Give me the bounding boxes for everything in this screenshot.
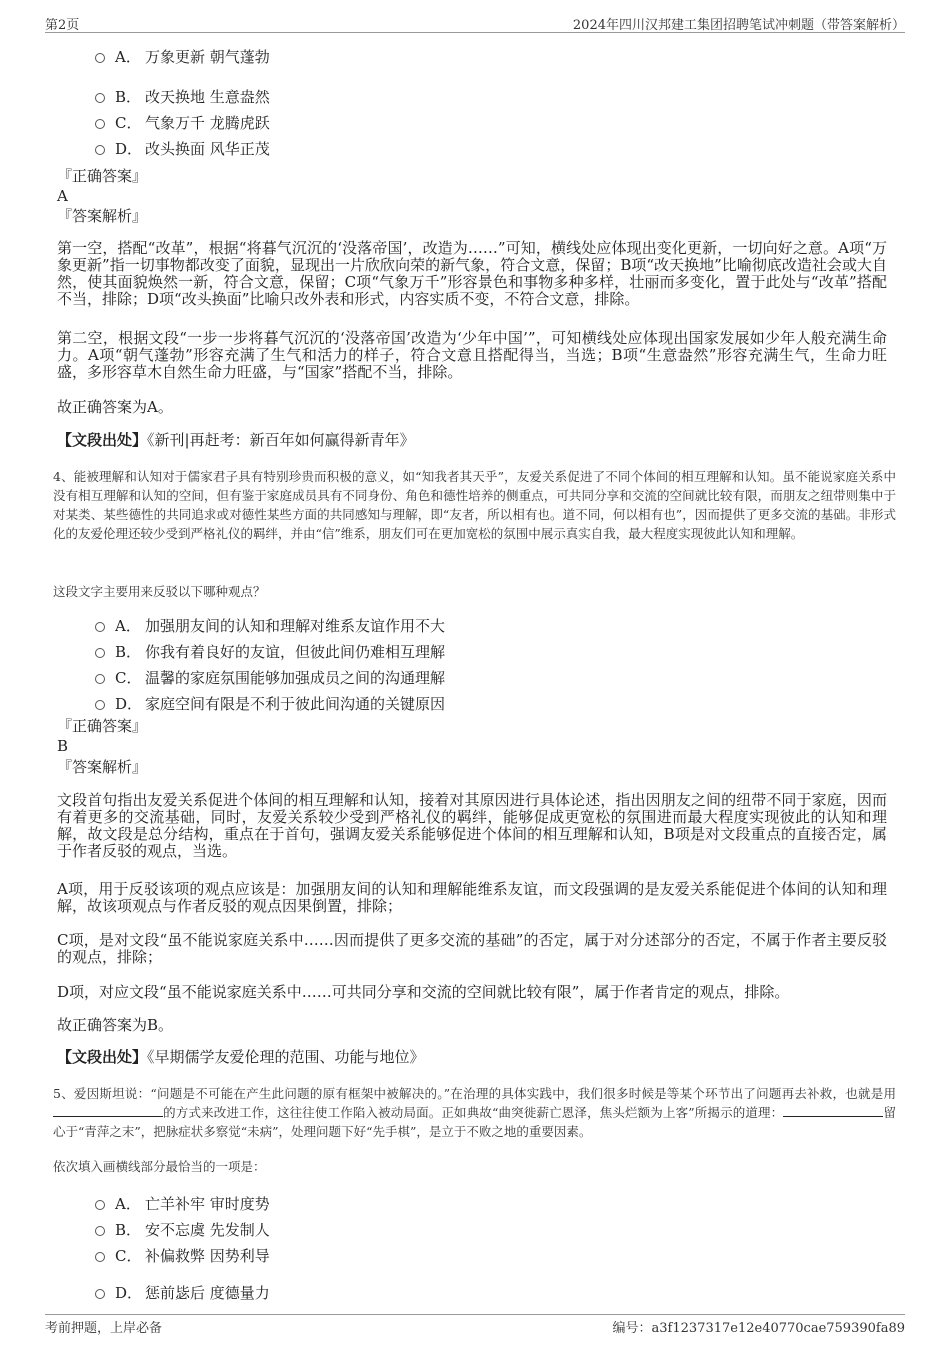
q5-option-c[interactable]: C． 补偏救弊 因势利导 (95, 1246, 270, 1266)
q3-source: 【文段出处】《新刊|再赶考：新百年如何赢得新青年》 (57, 431, 415, 449)
q4-analysis-paragraph: A项，用于反驳该项的观点应该是：加强朋友间的认知和理解能维系友谊，而文段强调的是友爱关系能促进个体间的认知和理解，故该项观点与作者反驳的观点因果倒置，排除； (57, 880, 887, 915)
radio-icon[interactable] (95, 119, 105, 129)
radio-icon[interactable] (95, 622, 105, 632)
radio-icon[interactable] (95, 1226, 105, 1236)
radio-icon[interactable] (95, 648, 105, 658)
q4-question: 这段文字主要用来反驳以下哪种观点？ (53, 584, 266, 599)
page-footer (45, 1314, 905, 1336)
q3-option-c[interactable]: C． 气象万千 龙腾虎跃 (95, 113, 270, 133)
footer-slogan: 考前押题，上岸必备 (45, 1321, 163, 1336)
q3-option-b[interactable]: B． 改天换地 生意盎然 (95, 87, 270, 107)
q4-analysis-label: 『答案解析』 (57, 758, 148, 776)
q3-analysis-paragraph: 第一空，搭配“改革”，根据“将暮气沉沉的‘没落帝国’，改造为……”可知，横线处应体现出变化更新，一切向好之意。A项“万象更新”指一切事物都改变了面貌，显现出一片欣欣向荣的新气象，符合文意，保留；B项“改天换地”比喻彻底改造社会或大自然，使其面貌焕然一新，符合文意，保留；C项“气象万千”形容景色和事物多种多样，壮丽而多变化，置于此处与“改革”搭配不当，排除；D项“改头换面”比喻只改外表和形式，内容实质不变，不符合文意，排除。 (57, 239, 887, 308)
q4-option-a[interactable]: A． 加强朋友间的认知和理解对维系友谊作用不大 (95, 616, 445, 636)
q3-conclusion: 故正确答案为A。 (57, 398, 173, 416)
q5-option-d[interactable]: D． 惩前毖后 度德量力 (95, 1283, 270, 1303)
q4-answer: B (57, 737, 69, 755)
radio-icon[interactable] (95, 1200, 105, 1210)
page-number: 第2页 (45, 18, 80, 33)
q3-answer: A (57, 187, 68, 205)
radio-icon[interactable] (95, 1252, 105, 1262)
radio-icon[interactable] (95, 1289, 105, 1299)
q5-question: 依次填入画横线部分最恰当的一项是： (53, 1159, 266, 1174)
q4-source: 【文段出处】《早期儒学友爱伦理的范围、功能与地位》 (57, 1048, 425, 1066)
q5-option-a[interactable]: A． 亡羊补牢 审时度势 (95, 1194, 270, 1214)
q4-answer-label: 『正确答案』 (57, 717, 148, 735)
q3-analysis-label: 『答案解析』 (57, 207, 148, 225)
radio-icon[interactable] (95, 53, 105, 63)
q4-analysis-paragraph: D项，对应文段“虽不能说家庭关系中……可共同分享和交流的空间就比较有限”，属于作者肯定的观点，排除。 (57, 983, 790, 1001)
q5-stem: 5、爱因斯坦说：“问题是不可能在产生此问题的原有框架中被解决的。”在治理的具体实践中，我们很多时候是等某个环节出了问题再去补救，也就是用的方式来改进工作，这往往使工作陷入被动局面。正如典故“曲突徙薪亡恩泽，焦头烂额为上客”所揭示的道理： 留心于“青萍之末”，把脉症状多察觉“未病”，处理问题下好“先手棋”，是立于不败之地的重要因素。 (53, 1086, 896, 1139)
q4-option-d[interactable]: D． 家庭空间有限是不利于彼此间沟通的关键原因 (95, 694, 445, 714)
q4-option-b[interactable]: B． 你我有着良好的友谊，但彼此间仍难相互理解 (95, 642, 445, 662)
fill-blank-1 (53, 1116, 163, 1117)
q3-answer-label: 『正确答案』 (57, 167, 148, 185)
q4-option-c[interactable]: C． 温馨的家庭氛围能够加强成员之间的沟通理解 (95, 668, 445, 688)
radio-icon[interactable] (95, 145, 105, 155)
document-title: 2024年四川汉邦建工集团招聘笔试冲刺题（带答案解析） (572, 18, 905, 33)
fill-blank-2 (783, 1116, 883, 1117)
q3-analysis-paragraph: 第二空，根据文段“一步一步将暮气沉沉的‘没落帝国’改造为‘少年中国’”，可知横线处应体现出国家发展如少年人般充满生命力。A项“朝气蓬勃”形容充满了生气和活力的样子，符合文意且搭配得当，当选；B项“生意盎然”形容充满生气，生命力旺盛，多形容草木自然生命力旺盛，与“国家”搭配不当，排除。 (57, 329, 887, 381)
page-header (45, 14, 905, 33)
q3-option-d[interactable]: D． 改头换面 风华正茂 (95, 139, 270, 159)
radio-icon[interactable] (95, 700, 105, 710)
radio-icon[interactable] (95, 674, 105, 684)
radio-icon[interactable] (95, 93, 105, 103)
q3-option-a[interactable]: A． 万象更新 朝气蓬勃 (95, 47, 270, 67)
q4-analysis-paragraph: 文段首句指出友爱关系促进个体间的相互理解和认知，接着对其原因进行具体论述，指出因朋友之间的纽带不同于家庭，因而有着更多的交流基础，同时，友爱关系较少受到严格礼仪的羁绊，能够促成更宽松的氛围进而最大程度实现彼此的认知和理解，故文段是总分结构，重点在于首句，强调友爱关系能够促进个体间的相互理解和认知，B项是对文段重点的直接否定，属于作者反驳的观点，当选。 (57, 791, 887, 860)
q4-stem: 4、能被理解和认知对于儒家君子具有特别珍贵而积极的意义，如“知我者其天乎”，友爱关系促进了不同个体间的相互理解和认知。虽不能说家庭关系中没有相互理解和认知的空间，但有鉴于家庭成员具有不同身份、角色和德性培养的侧重点，可共同分享和交流的空间就比较有限，而朋友之纽带则集中于对某类、某些德性的共同追求或对德性某些方面的共同感知与理解，即“友者，所以相有也。道不同，何以相有也”，因而提供了更多交流的基础。非形式化的友爱伦理还较少受到严格礼仪的羁绊，并由“信”维系，朋友们可在更加宽松的氛围中展示真实自我，最大程度实现彼此认知和理解。 (53, 469, 896, 541)
q4-analysis-paragraph: C项，是对文段“虽不能说家庭关系中……因而提供了更多交流的基础”的否定，属于对分述部分的否定，不属于作者主要反驳的观点，排除； (57, 931, 887, 966)
q4-conclusion: 故正确答案为B。 (57, 1016, 174, 1034)
document-id: 编号：a3f1237317e12e40770cae759390fa89 (612, 1321, 905, 1336)
q5-option-b[interactable]: B． 安不忘虞 先发制人 (95, 1220, 270, 1240)
